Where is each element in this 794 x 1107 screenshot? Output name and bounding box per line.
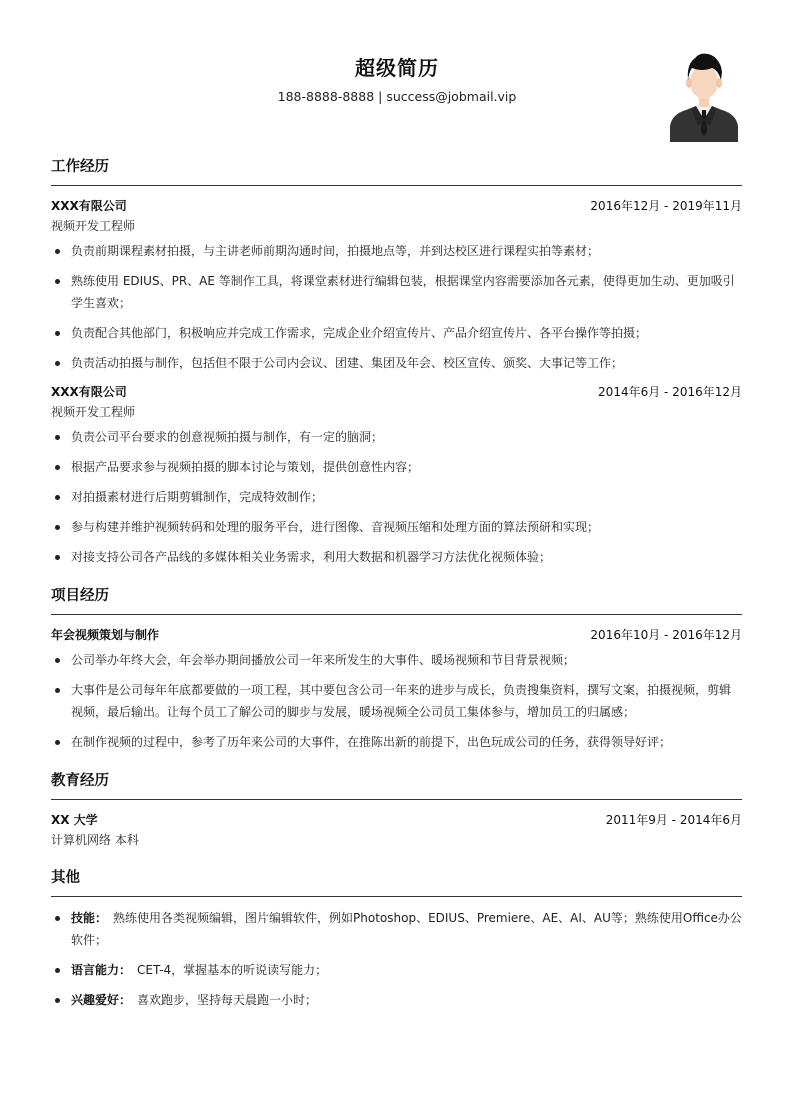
list-item: 参与构建并维护视频转码和处理的服务平台，进行图像、音视频压缩和处理方面的算法预研和实现； — [51, 516, 742, 538]
item-label: 兴趣爱好： — [71, 993, 132, 1007]
list-item: 公司举办年终大会，年会举办期间播放公司一年来所发生的大事件、暖场视频和节目背景视频； — [51, 649, 742, 671]
list-item: 负责公司平台要求的创意视频拍摄与制作，有一定的脑洞； — [51, 426, 742, 448]
project-entry — [51, 625, 742, 753]
work-section — [51, 155, 742, 568]
section-title: 其他 — [51, 866, 742, 897]
degree-detail: 计算机网络 本科 — [51, 833, 139, 847]
avatar — [668, 48, 740, 142]
list-item: 负责前期课程素材拍摄，与主讲老师前期沟通时间，拍摄地点等，并到达校区进行课程实拍等素材； — [51, 240, 742, 262]
entry-header — [51, 625, 742, 645]
section-title: 项目经历 — [51, 584, 742, 615]
work-entry — [51, 382, 742, 568]
candidate-name: 超级简历 — [355, 56, 439, 80]
school-name: XX 大学 — [51, 813, 98, 827]
entry-date: 2016年12月 - 2019年11月 — [590, 199, 742, 213]
education-entry — [51, 810, 742, 850]
section-title: 工作经历 — [51, 155, 742, 186]
list-item: 根据产品要求参与视频拍摄的脚本讨论与策划，提供创意性内容； — [51, 456, 742, 478]
entry-date: 2016年10月 - 2016年12月 — [590, 628, 742, 642]
job-role: 视频开发工程师 — [51, 219, 136, 233]
item-label: 技能： — [71, 911, 108, 925]
bullet-list — [51, 907, 742, 1011]
list-item: 负责配合其他部门，积极响应并完成工作需求，完成企业介绍宣传片、产品介绍宣传片、各平台操作等拍摄； — [51, 322, 742, 344]
list-item: 对拍摄素材进行后期剪辑制作，完成特效制作； — [51, 486, 742, 508]
contact-info: 188-8888-8888 | success@jobmail.vip — [277, 89, 517, 104]
entry-header — [51, 810, 742, 830]
list-item — [51, 907, 742, 951]
bullet-list — [51, 426, 742, 568]
item-value: 熟练使用各类视频编辑，图片编辑软件，例如Photoshop、EDIUS、Premiere、AE、AI、AU等；熟练使用Office办公软件； — [71, 911, 742, 947]
item-label: 语言能力： — [71, 963, 132, 977]
bullet-list — [51, 649, 742, 753]
item-value: CET-4，掌握基本的听说读写能力； — [137, 963, 328, 977]
job-role: 视频开发工程师 — [51, 405, 136, 419]
project-section — [51, 584, 742, 753]
item-value: 喜欢跑步，坚持每天晨跑一小时； — [137, 993, 318, 1007]
list-item: 对接支持公司各产品线的多媒体相关业务需求，利用大数据和机器学习方法优化视频体验； — [51, 546, 742, 568]
list-item: 负责活动拍摄与制作，包括但不限于公司内会议、团建、集团及年会、校区宣传、颁奖、大事记等工作； — [51, 352, 742, 374]
list-item: 在制作视频的过程中，参考了历年来公司的大事件，在推陈出新的前提下，出色玩成公司的任务，获得领导好评； — [51, 731, 742, 753]
education-section — [51, 769, 742, 850]
resume-content — [51, 155, 742, 1027]
bullet-list — [51, 240, 742, 374]
list-item: 大事件是公司每年年底都要做的一项工程，其中要包含公司一年来的进步与成长，负责搜集资料，撰写文案，拍摄视频，剪辑视频，最后输出。让每个员工了解公司的脚步与发展，暖场视频全公司员工集体参与，增加员工的归属感； — [51, 679, 742, 723]
other-section — [51, 866, 742, 1011]
company-name: XXX有限公司 — [51, 385, 127, 399]
list-item — [51, 959, 742, 981]
entry-date: 2014年6月 - 2016年12月 — [598, 385, 742, 399]
company-name: XXX有限公司 — [51, 199, 127, 213]
list-item: 熟练使用 EDIUS、PR、AE 等制作工具，将课堂素材进行编辑包装，根据课堂内容需要添加各元素，使得更加生动、更加吸引学生喜欢； — [51, 270, 742, 314]
project-name: 年会视频策划与制作 — [51, 628, 160, 642]
work-entry — [51, 196, 742, 374]
list-item — [51, 989, 742, 1011]
entry-date: 2011年9月 - 2014年6月 — [605, 813, 742, 827]
entry-header — [51, 382, 742, 402]
section-title: 教育经历 — [51, 769, 742, 800]
entry-header — [51, 196, 742, 216]
